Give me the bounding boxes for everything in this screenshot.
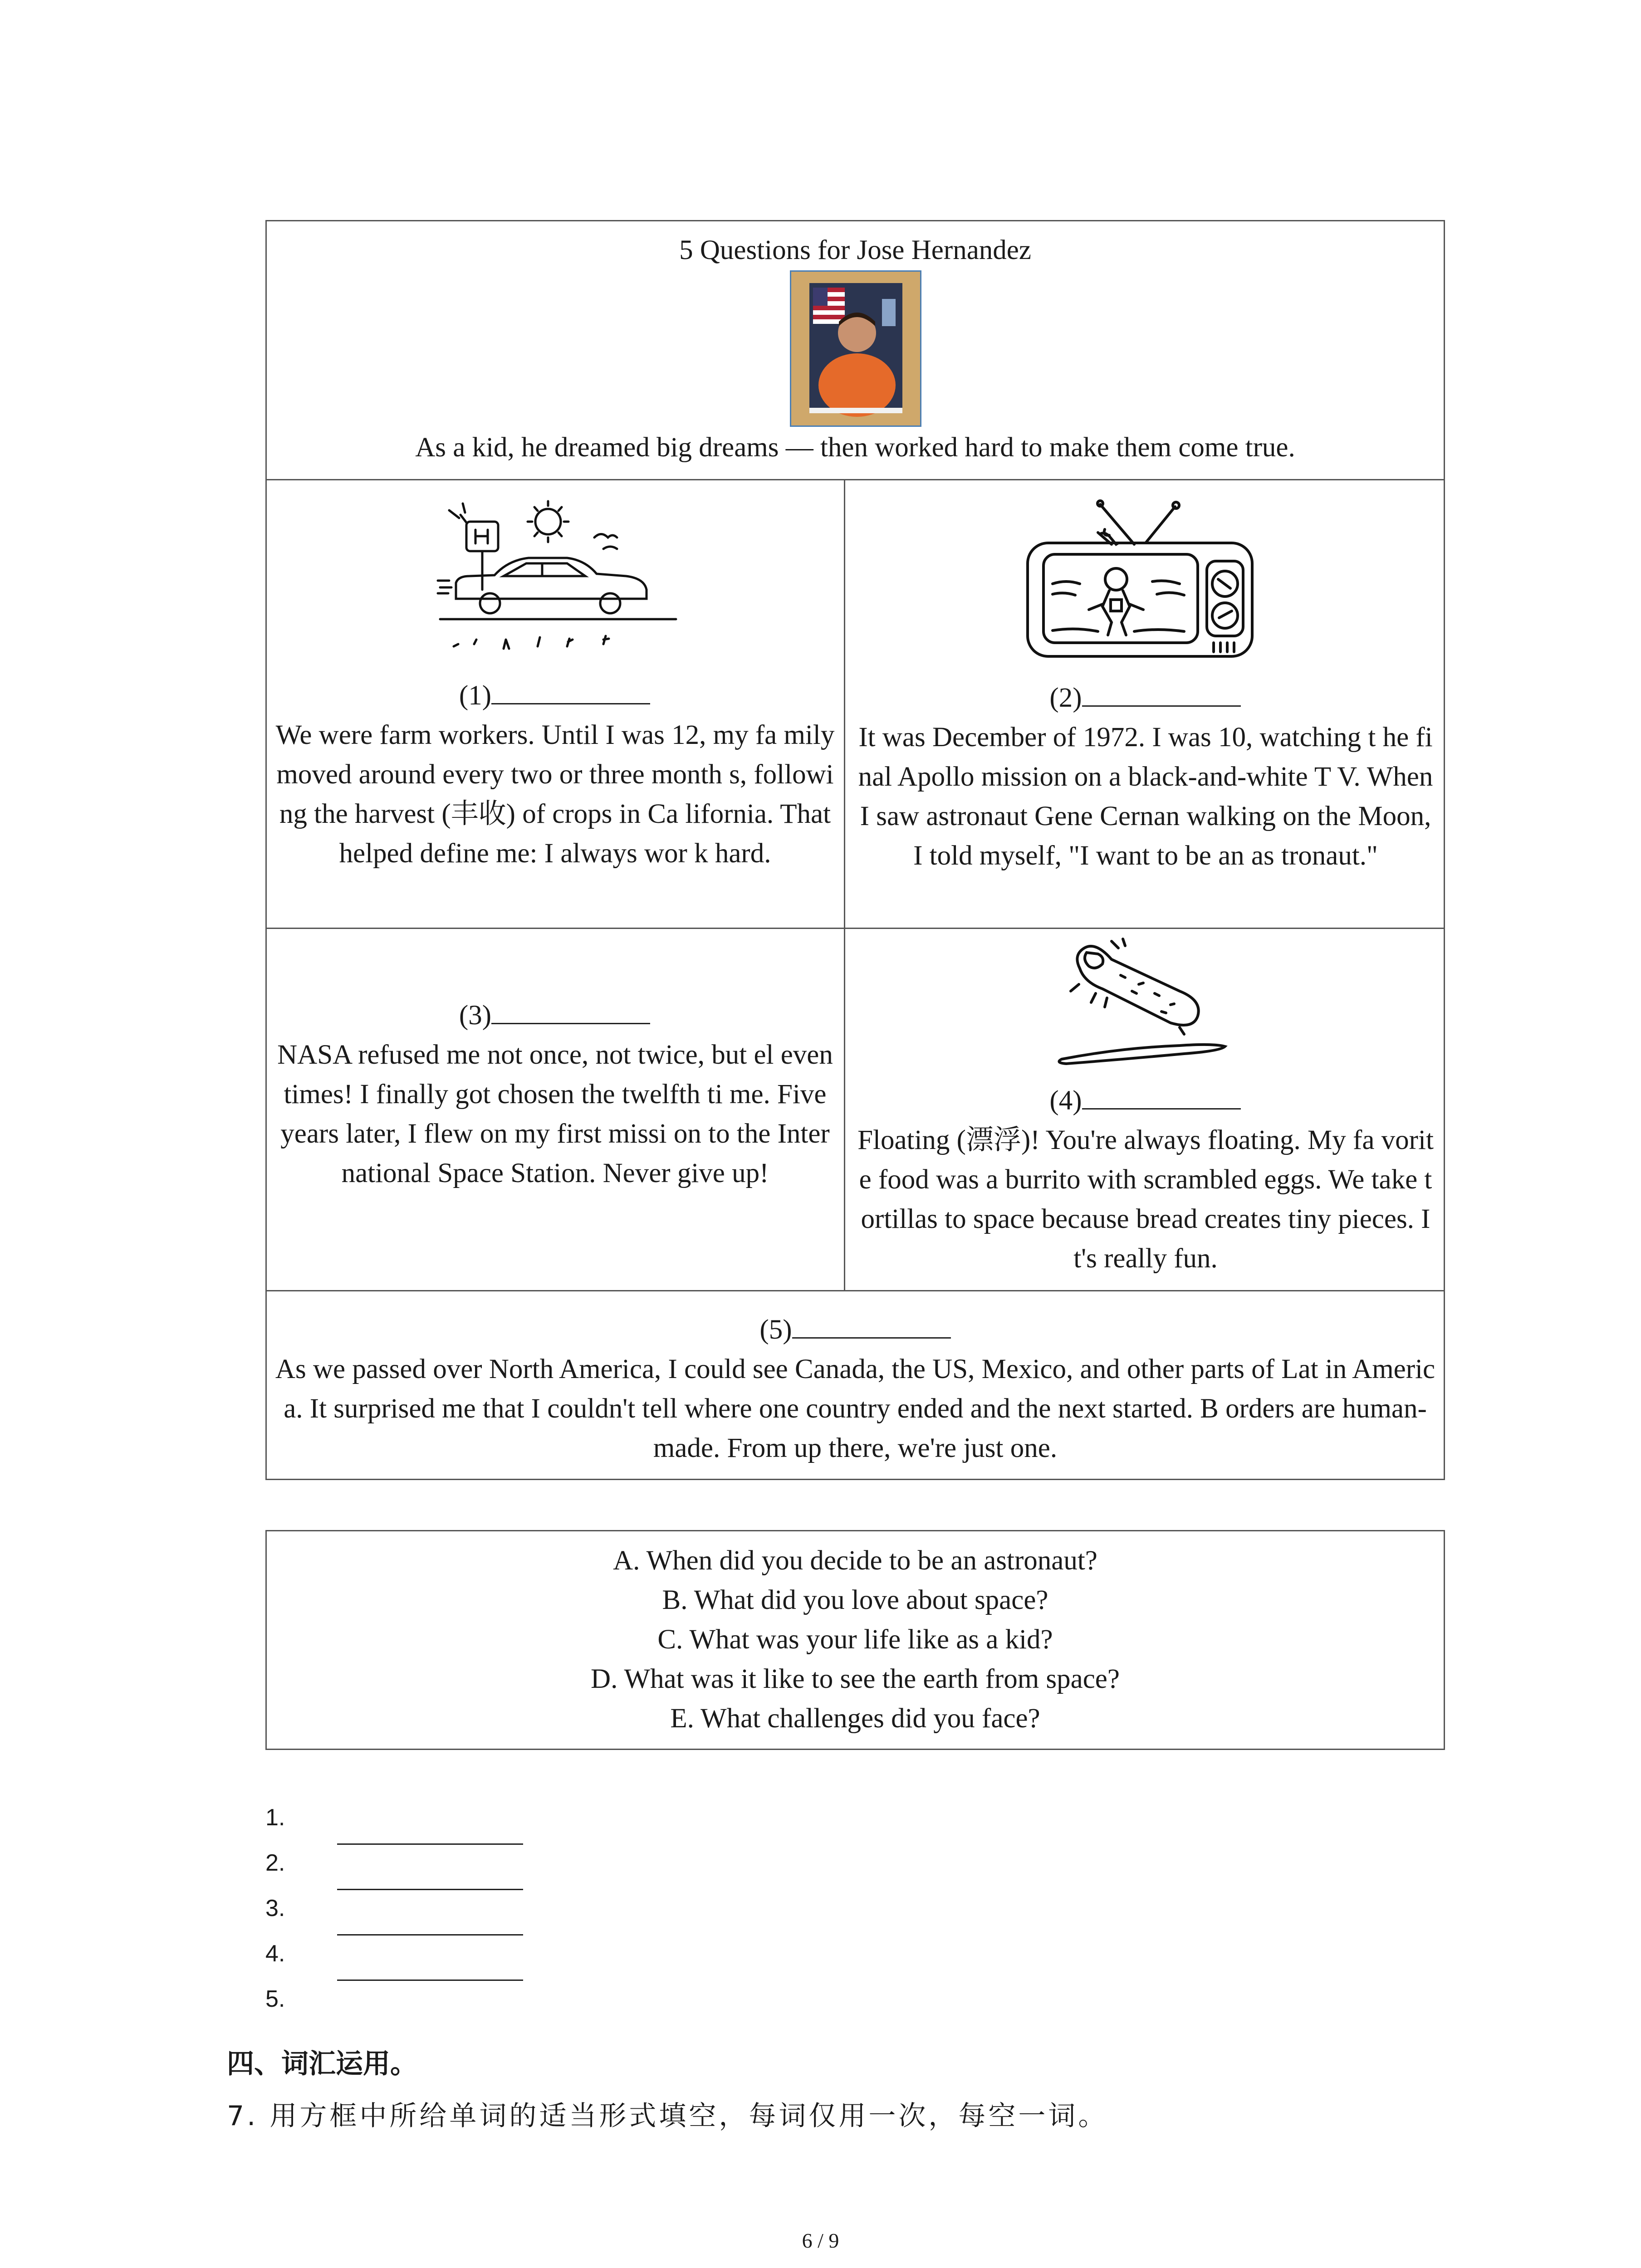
cell-5-text: As we passed over North America, I could see Canada, the US, Mexico, and other parts of Lat in America. It surprised me that I couldn't tell where one country ended and the next started. B orders are human-made. From up there, we're just one.: [275, 1354, 1435, 1463]
blank-label: (4): [1049, 1085, 1082, 1116]
option-a: A. When did you decide to be an astronaut?: [613, 1545, 1097, 1576]
astronaut-photo: [790, 270, 921, 427]
table-divider: [265, 479, 1445, 480]
blank-label: (3): [459, 1000, 492, 1031]
answer-line[interactable]: [1082, 678, 1241, 707]
answer-line[interactable]: [491, 676, 650, 704]
option-c: C. What was your life like as a kid?: [657, 1624, 1053, 1655]
table-divider: [265, 928, 1445, 929]
answer-number: 4.: [265, 1941, 285, 1967]
answer-number: 1.: [265, 1804, 285, 1831]
article-title: 5 Questions for Jose Hernandez: [679, 235, 1031, 265]
table-divider: [844, 479, 845, 1291]
question-blank-3[interactable]: [265, 996, 844, 1035]
answer-number: 2.: [265, 1850, 285, 1876]
question-blank-5[interactable]: [265, 1310, 1445, 1349]
cell-2-text: It was December of 1972. I was 10, watching t he final Apollo mission on a black-and-white T V. When I saw astronaut Gene Cernan walking on the Moon, I told myself, "I want to be an as tronaut.": [858, 722, 1433, 871]
option-d: D. What was it like to see the earth from space?: [591, 1664, 1120, 1694]
answer-line-2[interactable]: [337, 1888, 523, 1890]
answer-line-3[interactable]: [337, 1933, 523, 1936]
cell-1-text: We were farm workers. Until I was 12, my fa mily moved around every two or three month s, following the harvest (丰收) of crops in Ca lifornia. That helped define me: I always wor k hard.: [275, 720, 835, 869]
article-caption: As a kid, he dreamed big dreams — then worked hard to make them come true.: [415, 432, 1295, 463]
cell-4-text: Floating (漂浮)! You're always floating. My fa vorite food was a burrito with scrambled eggs. We take tortillas to space because bread creates tiny pieces. It's really fun.: [857, 1125, 1434, 1274]
page-number: 6 / 9: [802, 2229, 839, 2252]
answer-line-1[interactable]: [337, 1843, 523, 1845]
answer-line-4[interactable]: [337, 1979, 523, 1981]
answer-line[interactable]: [1082, 1081, 1241, 1110]
question-blank-4[interactable]: [845, 1081, 1445, 1120]
blank-label: (1): [459, 680, 492, 711]
question-blank-1[interactable]: [265, 676, 844, 715]
blank-label: (2): [1049, 683, 1082, 713]
cell-3-text: NASA refused me not once, not twice, but el even times! I finally got chosen the twelfth ti me. Five years later, I flew on my first missi on to the International Space Station. Never give up!: [277, 1040, 833, 1188]
option-e: E. What challenges did you face?: [670, 1703, 1040, 1734]
question-blank-2[interactable]: [845, 678, 1445, 718]
car-sketch-image: [431, 494, 685, 667]
answer-number: 3.: [265, 1895, 285, 1921]
blank-label: (5): [759, 1315, 792, 1345]
tv-sketch-image: [1021, 491, 1266, 672]
answer-number: 5.: [265, 1986, 285, 2012]
burrito-sketch-image: [1053, 932, 1243, 1077]
answer-line[interactable]: [792, 1310, 951, 1339]
table-divider: [265, 1290, 1445, 1291]
option-b: B. What did you love about space?: [662, 1585, 1048, 1615]
answer-line[interactable]: [491, 996, 650, 1024]
question-instruction: 7. 用方框中所给单词的适当形式填空，每词仅用一次，每空一词。: [227, 2100, 1108, 2132]
section-heading: 四、词汇运用。: [227, 2048, 417, 2080]
